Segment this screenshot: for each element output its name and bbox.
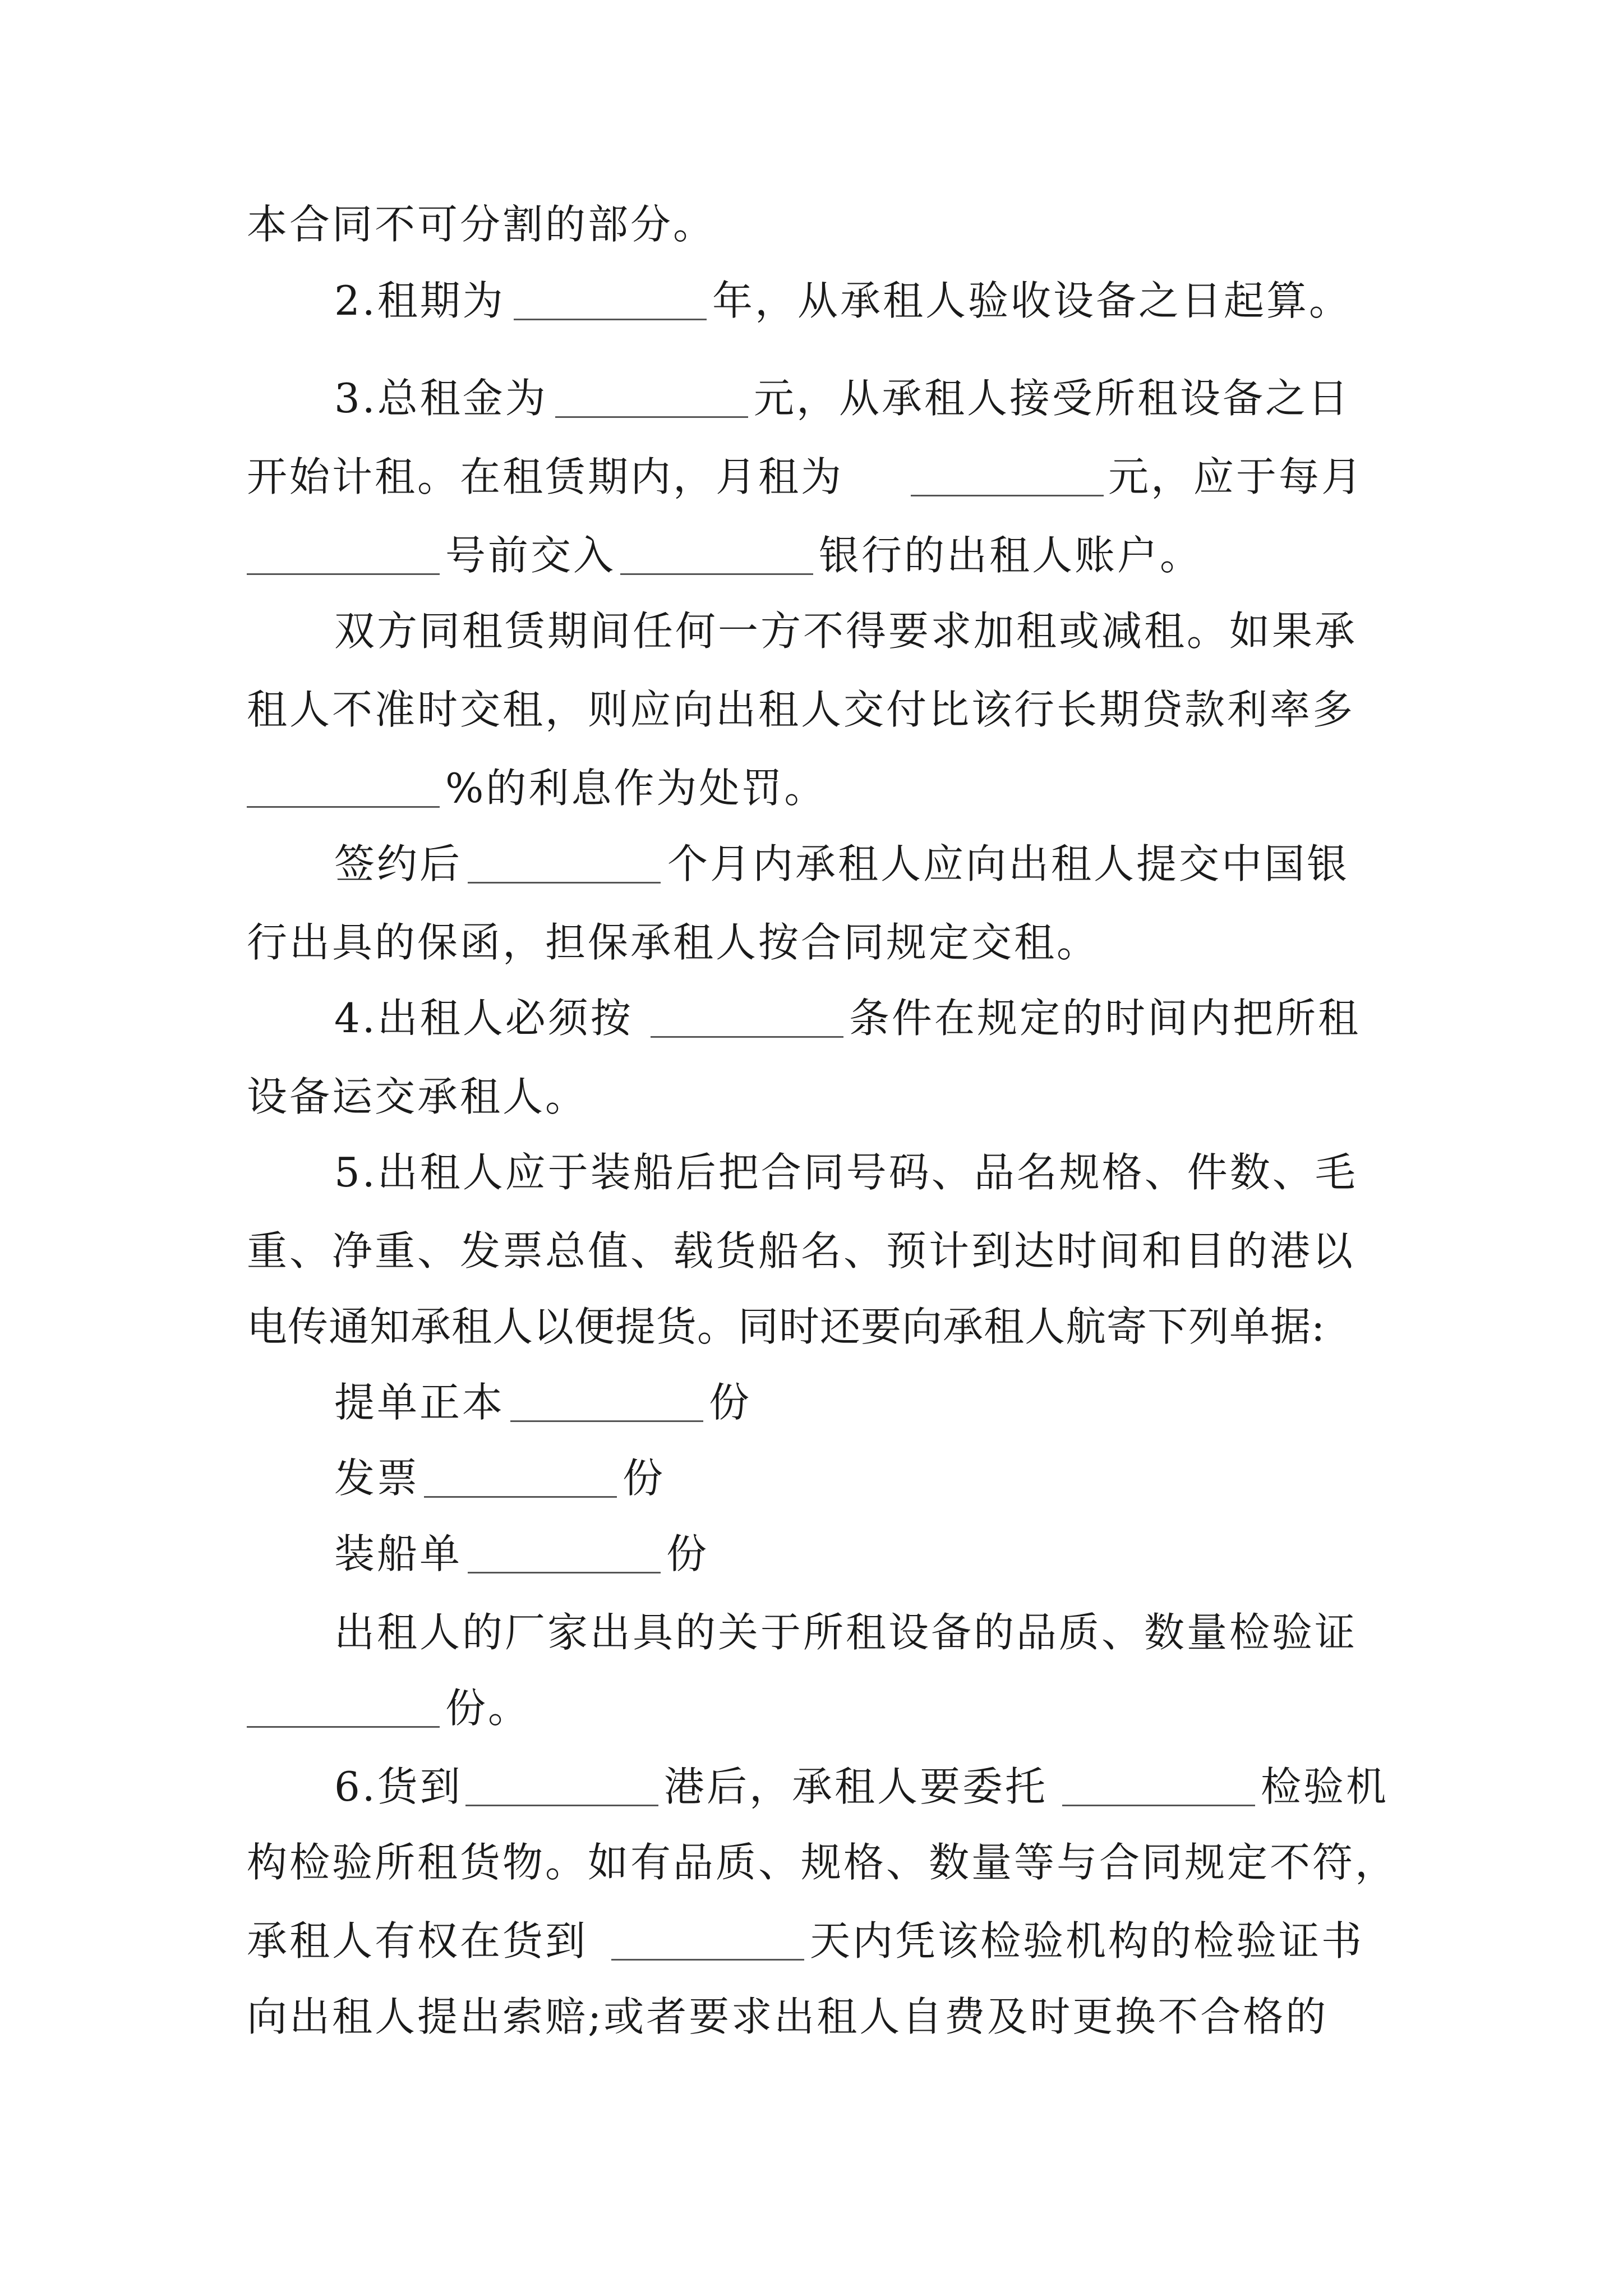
text-line: [0, 1907, 1623, 1975]
text-segment: 提单正本: [334, 1379, 505, 1426]
text-segment: 装船单: [334, 1530, 463, 1577]
text-line: [0, 1217, 1623, 1285]
text-line: [0, 830, 1623, 898]
text-line: [0, 597, 1623, 665]
text-line: [0, 522, 1623, 589]
text-segment: 银行的出租人账户。: [819, 532, 1203, 579]
text-segment: 承租人有权在货到: [247, 1917, 588, 1964]
text-segment: 签约后: [334, 840, 463, 887]
fill-in-blank: [651, 1036, 843, 1038]
text-line: [0, 1674, 1623, 1742]
fill-in-blank: [247, 806, 440, 808]
fill-in-blank: [1062, 1805, 1255, 1806]
text-line: [0, 1753, 1623, 1820]
text-line: [0, 1983, 1623, 2050]
text-segment: 元，从承租人接受所租设备之日: [754, 375, 1351, 422]
text-line: [0, 984, 1623, 1052]
text-segment: 开始计租。在租赁期内，月租为: [247, 453, 844, 500]
text-segment: 3.总租金为: [334, 375, 548, 422]
text-line: [0, 1599, 1623, 1666]
text-segment: 天内凭该检验机构的检验证书: [810, 1917, 1364, 1964]
text-line: [0, 267, 1623, 334]
text-segment: 设备运交承租人。: [247, 1073, 588, 1120]
text-line: [0, 1293, 1623, 1360]
text-segment: 年，从承租人验收设备之日起算。: [712, 277, 1352, 324]
fill-in-blank: [620, 573, 813, 575]
text-segment: 双方同租赁期间任何一方不得要求加租或减租。如果承: [334, 608, 1358, 655]
text-segment: 电传通知承租人以便提货。同时还要向承租人航寄下列单据:: [247, 1303, 1326, 1350]
text-segment: 检验机: [1261, 1763, 1389, 1810]
text-segment: 5.出租人应于装船后把合同号码、品名规格、件数、毛: [334, 1149, 1358, 1196]
text-line: [0, 909, 1623, 976]
text-segment: 重、净重、发票总值、载货船名、预计到达时间和目的港以: [247, 1227, 1355, 1274]
fill-in-blank: [911, 495, 1104, 496]
text-segment: 4.出租人必须按: [334, 995, 633, 1042]
text-segment: 6.货到: [334, 1763, 463, 1810]
fill-in-blank: [247, 1726, 440, 1728]
text-line: [0, 676, 1623, 743]
text-line: [0, 443, 1623, 510]
text-line: [0, 1520, 1623, 1588]
text-segment: 出租人的厂家出具的关于所租设备的品质、数量检验证: [334, 1609, 1358, 1656]
text-segment: 份: [666, 1530, 709, 1577]
text-segment: %的利息作为处罚。: [445, 765, 827, 812]
text-segment: 个月内承租人应向出租人提交中国银: [667, 840, 1350, 887]
text-line: [0, 1829, 1623, 1896]
text-segment: 号前交入: [445, 532, 616, 579]
text-segment: 元，应于每月: [1108, 453, 1364, 500]
text-line: [0, 754, 1623, 822]
text-line: [0, 1063, 1623, 1130]
text-segment: 构检验所租货物。如有品质、规格、数量等与合同规定不符，: [247, 1839, 1398, 1886]
text-segment: 向出租人提出索赔;或者要求出租人自费及时更换不合格的: [247, 1993, 1329, 2040]
text-line: [0, 191, 1623, 258]
fill-in-blank: [424, 1496, 617, 1498]
text-segment: 份: [623, 1455, 666, 1502]
fill-in-blank: [468, 1572, 661, 1573]
text-segment: 发票: [334, 1455, 420, 1502]
text-segment: 本合同不可分割的部分。: [247, 201, 716, 248]
text-line: [0, 1444, 1623, 1512]
text-line: [0, 1369, 1623, 1436]
fill-in-blank: [510, 1420, 703, 1422]
text-line: [0, 1139, 1623, 1206]
text-segment: 条件在规定的时间内把所租: [849, 995, 1361, 1042]
fill-in-blank: [468, 882, 661, 884]
text-segment: 份。: [445, 1685, 531, 1732]
text-line: [0, 365, 1623, 432]
fill-in-blank: [611, 1959, 804, 1961]
text-segment: 份: [709, 1379, 752, 1426]
fill-in-blank: [555, 416, 748, 418]
text-segment: 租人不准时交租，则应向出租人交付比该行长期贷款利率多: [247, 686, 1355, 733]
text-segment: 港后，承租人要委托: [664, 1763, 1048, 1810]
fill-in-blank: [514, 319, 707, 320]
text-segment: 2.租期为: [334, 277, 505, 324]
fill-in-blank: [465, 1805, 658, 1806]
text-segment: 行出具的保函，担保承租人按合同规定交租。: [247, 919, 1100, 966]
fill-in-blank: [247, 573, 440, 575]
